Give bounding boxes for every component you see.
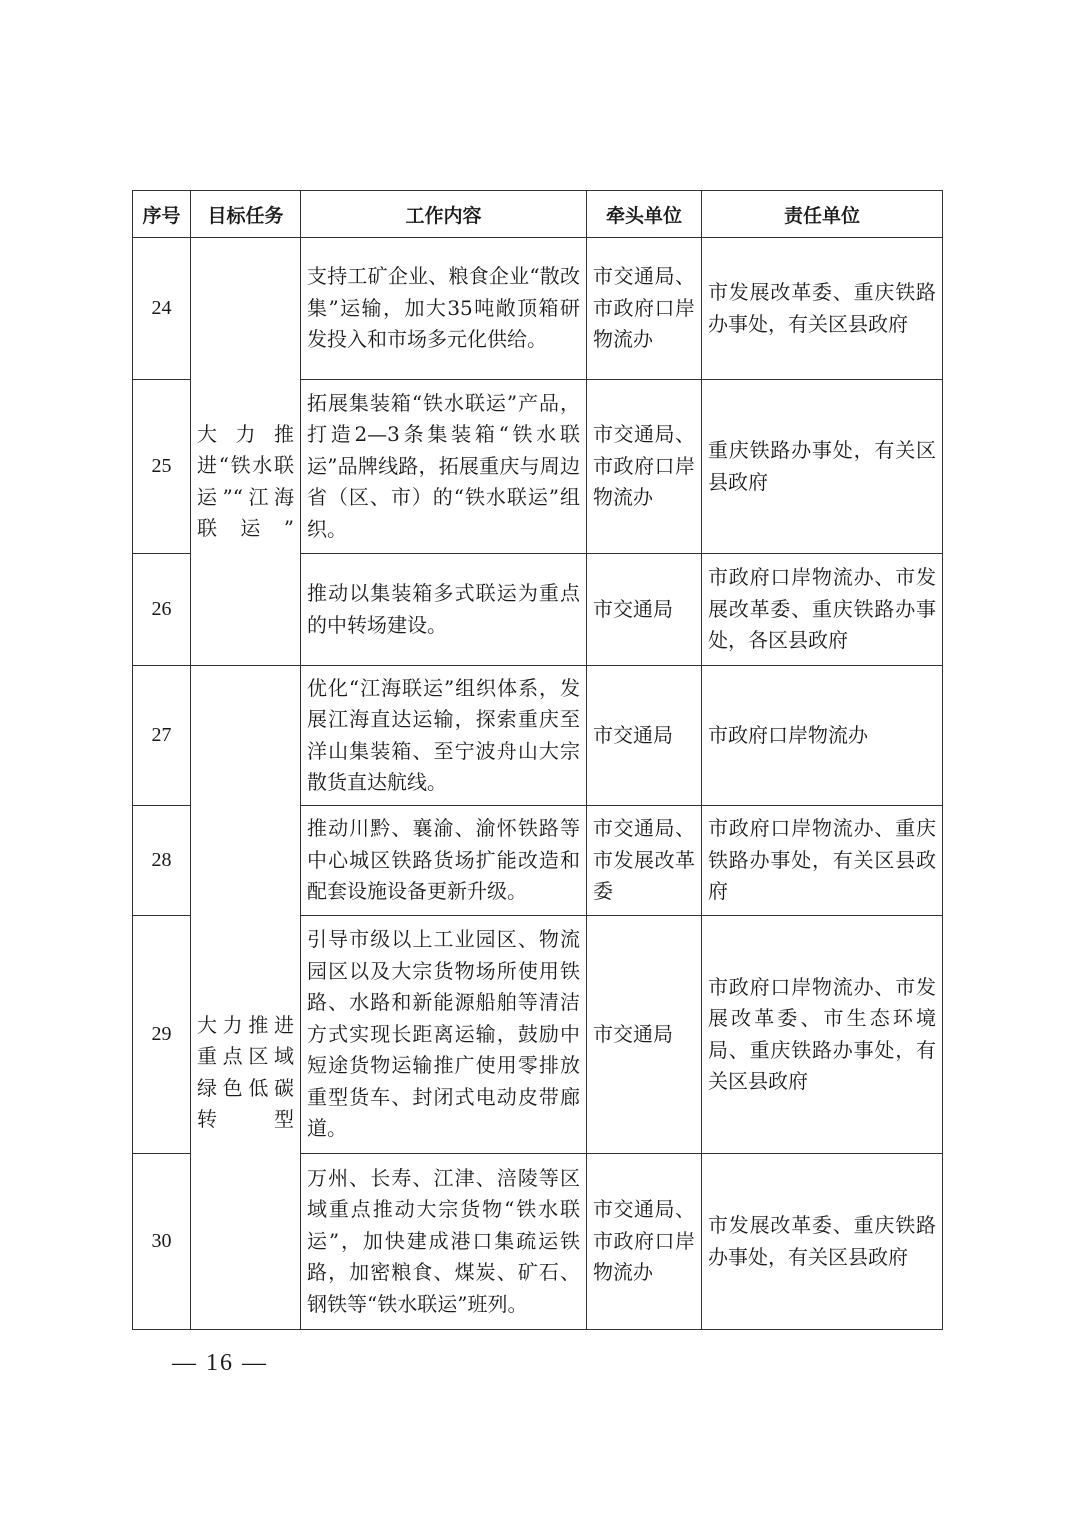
header-responsible: 责任单位 [702, 191, 943, 238]
header-num: 序号 [133, 191, 191, 238]
table-header-row [133, 191, 943, 238]
responsible-cell: 市发展改革委、重庆铁路办事处，有关区县政府 [702, 238, 943, 380]
responsible-cell: 市政府口岸物流办、重庆铁路办事处，有关区县政府 [702, 806, 943, 916]
content-cell: 万州、长寿、江津、涪陵等区域重点推动大宗货物“铁水联运”，加快建成港口集疏运铁路，加密粮食、煤炭、矿石、钢铁等“铁水联运”班列。 [301, 1154, 587, 1330]
task-cell: 大力推进重点区域绿色低碳转型 [191, 666, 301, 1330]
content-cell: 引导市级以上工业园区、物流园区以及大宗货物场所使用铁路、水路和新能源船舶等清洁方式实现长距离运输，鼓励中短途货物运输推广使用零排放重型货车、封闭式电动皮带廊道。 [301, 916, 587, 1154]
header-lead: 牵头单位 [587, 191, 702, 238]
task-cell: 大力推进“铁水联运”“江海联运” [191, 238, 301, 666]
lead-cell: 市交通局、市政府口岸物流办 [587, 238, 702, 380]
responsible-cell: 市政府口岸物流办 [702, 666, 943, 806]
content-cell: 支持工矿企业、粮食企业“散改集”运输，加大35吨敞顶箱研发投入和市场多元化供给。 [301, 238, 587, 380]
responsible-cell: 市政府口岸物流办、市发展改革委、重庆铁路办事处，各区县政府 [702, 554, 943, 666]
content-cell: 推动以集装箱多式联运为重点的中转场建设。 [301, 554, 587, 666]
row-number: 27 [133, 666, 191, 806]
page-number: — 16 — [172, 1350, 268, 1376]
row-number: 30 [133, 1154, 191, 1330]
lead-cell: 市交通局、市发展改革委 [587, 806, 702, 916]
lead-cell: 市交通局 [587, 666, 702, 806]
lead-cell: 市交通局 [587, 554, 702, 666]
responsible-cell: 市发展改革委、重庆铁路办事处，有关区县政府 [702, 1154, 943, 1330]
content-cell: 推动川黔、襄渝、渝怀铁路等中心城区铁路货场扩能改造和配套设施设备更新升级。 [301, 806, 587, 916]
row-number: 29 [133, 916, 191, 1154]
header-content: 工作内容 [301, 191, 587, 238]
work-table [132, 190, 943, 1330]
lead-cell: 市交通局 [587, 916, 702, 1154]
row-number: 24 [133, 238, 191, 380]
table-row [133, 666, 943, 806]
row-number: 28 [133, 806, 191, 916]
lead-cell: 市交通局、市政府口岸物流办 [587, 1154, 702, 1330]
responsible-cell: 重庆铁路办事处，有关区县政府 [702, 380, 943, 554]
table-row [133, 238, 943, 380]
responsible-cell: 市政府口岸物流办、市发展改革委、市生态环境局、重庆铁路办事处，有关区县政府 [702, 916, 943, 1154]
lead-cell: 市交通局、市政府口岸物流办 [587, 380, 702, 554]
header-task: 目标任务 [191, 191, 301, 238]
content-cell: 拓展集装箱“铁水联运”产品，打造2—3条集装箱“铁水联运”品牌线路，拓展重庆与周边省（区、市）的“铁水联运”组织。 [301, 380, 587, 554]
row-number: 25 [133, 380, 191, 554]
row-number: 26 [133, 554, 191, 666]
content-cell: 优化“江海联运”组织体系，发展江海直达运输，探索重庆至洋山集装箱、至宁波舟山大宗散货直达航线。 [301, 666, 587, 806]
